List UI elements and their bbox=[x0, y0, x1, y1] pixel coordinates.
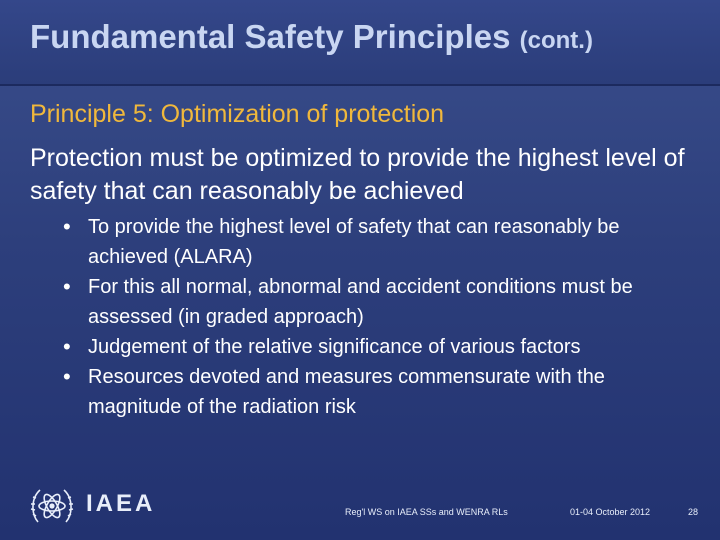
footer bbox=[0, 470, 720, 540]
principle-statement: Protection must be optimized to provide the highest level of safety that can reasonably be achieved bbox=[30, 144, 685, 205]
bullet-dot-icon: • bbox=[63, 214, 71, 239]
bullet-item bbox=[60, 362, 700, 422]
iaea-logo-text: IAEA bbox=[86, 490, 156, 517]
bullet-text: For this all normal, abnormal and accident conditions must be assessed (in graded approach) bbox=[88, 276, 633, 328]
bullet-item bbox=[60, 332, 700, 362]
slide-title-suffix: (cont.) bbox=[519, 27, 593, 54]
bullet-text: Resources devoted and measures commensurate with the magnitude of the radiation risk bbox=[88, 366, 605, 418]
principle-heading: Principle 5: Optimization of protection bbox=[30, 100, 445, 128]
footer-date: 01-04 October 2012 bbox=[570, 507, 651, 517]
footer-event: Reg'l WS on IAEA SSs and WENRA RLs bbox=[345, 507, 508, 517]
bullet-item bbox=[60, 212, 700, 272]
bullet-list bbox=[60, 212, 700, 422]
slide-title-main: Fundamental Safety Principles bbox=[30, 18, 511, 55]
bullet-dot-icon: • bbox=[63, 274, 71, 299]
slide-title bbox=[30, 18, 593, 56]
title-bar bbox=[0, 0, 720, 86]
bullet-dot-icon: • bbox=[63, 334, 71, 359]
bullet-text: To provide the highest level of safety that can reasonably be achieved (ALARA) bbox=[88, 216, 620, 268]
page-number: 28 bbox=[688, 507, 699, 517]
bullet-text: Judgement of the relative significance of various factors bbox=[88, 336, 581, 358]
iaea-atom-emblem-icon bbox=[28, 482, 76, 530]
bullet-item bbox=[60, 272, 700, 332]
bullet-dot-icon: • bbox=[63, 364, 71, 389]
